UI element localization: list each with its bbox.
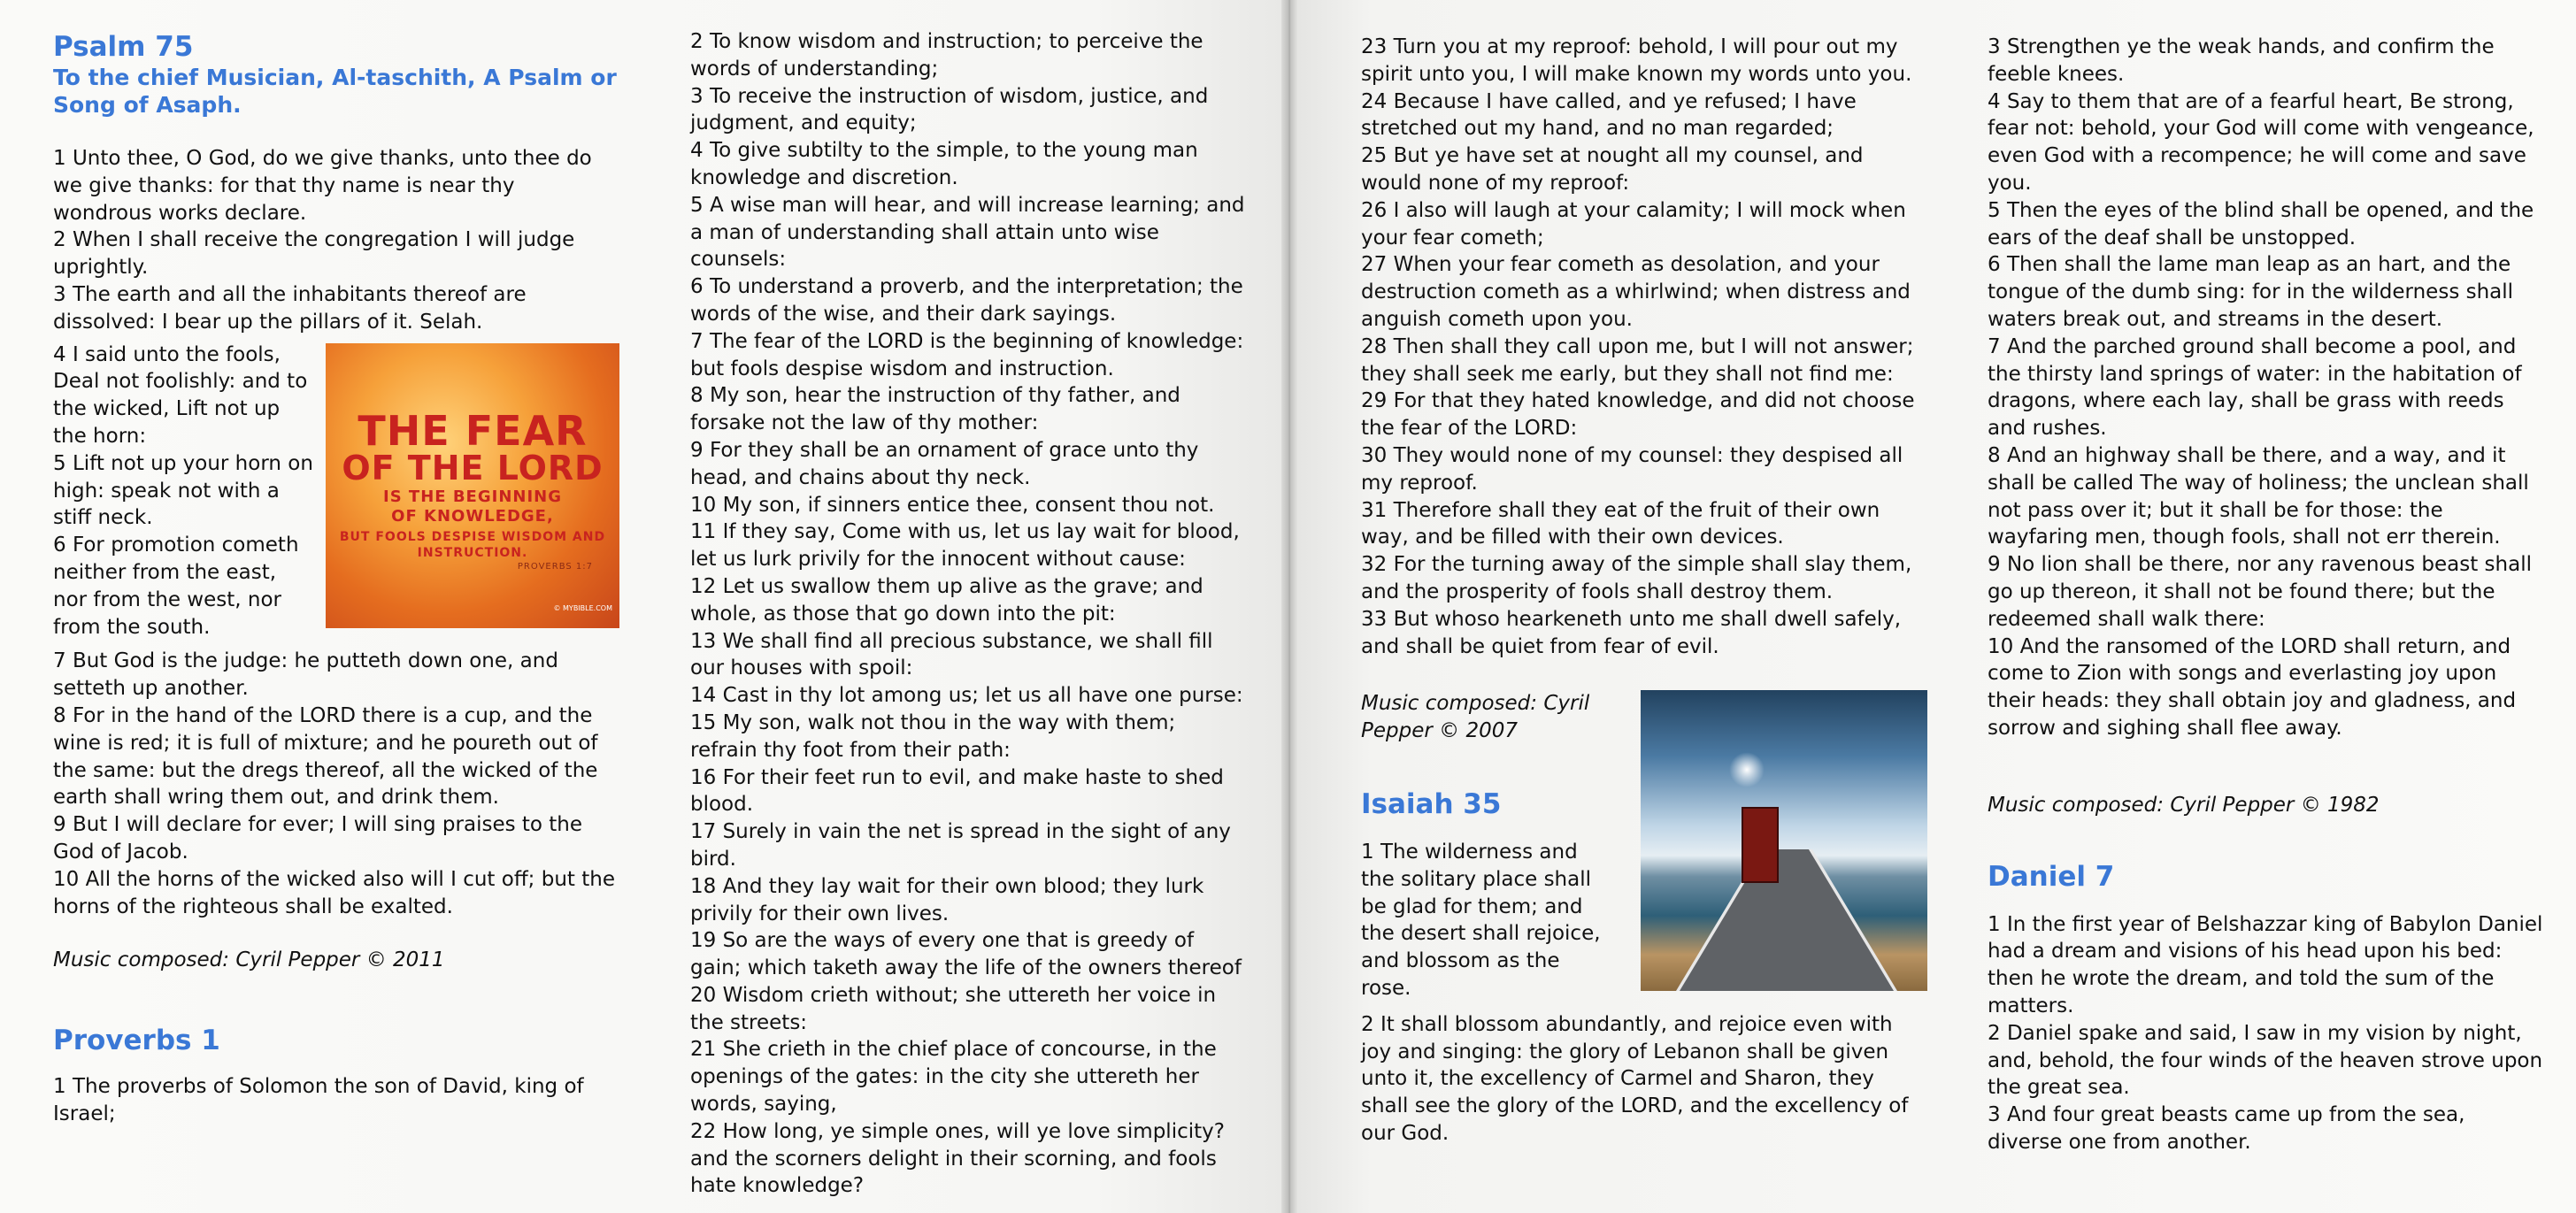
music-credit: Music composed: Cyril Pepper © 2007 [1361,692,1590,743]
verse: 13 We shall find all precious substance, we shall fill our houses with spoil: [690,629,1213,680]
column-3 [1361,34,1927,1148]
fear-of-the-lord-image [326,343,619,628]
image-text: OF KNOWLEDGE, [391,506,554,526]
verse: 2 When I shall receive the congregation I will judge uprightly. [53,228,575,280]
verse: 7 But God is the judge: he putteth down one, and setteth up another. [53,649,558,701]
verse: 1 In the first year of Belshazzar king of Babylon Daniel had a dream and visions of his head upon his bed: then he wrote the dream, and told the sum of the matters. [1988,912,2543,1017]
verse: 17 Surely in vain the net is spread in the sight of any bird. [690,820,1231,871]
music-credit: Music composed: Cyril Pepper © 2011 [53,948,445,972]
verse: 7 And the parched ground shall become a pool, and the thirsty land springs of water: in the habitation of dragons, where each lay, shall be grass with reeds and rushes. [1988,334,2522,441]
column-1 [53,30,619,1128]
verse: 15 My son, walk not thou in the way with them; refrain thy foot from their path: [690,710,1176,762]
verse: 7 The fear of the LORD is the beginning of knowledge: but fools despise wisdom and instruction. [690,329,1244,380]
verse: 23 Turn you at my reproof: behold, I will pour out my spirit unto you, I will make known my words unto you. [1361,35,1912,86]
verse: 24 Because I have called, and ye refused; I have stretched out my hand, and no man regarded; [1361,89,1857,141]
highway-image [1641,690,1927,991]
verse: 12 Let us swallow them up alive as the grave; and whole, as those that go down into the pit: [690,574,1203,626]
verse: 4 To give subtilty to the simple, to the young man knowledge and discretion. [690,139,1198,189]
verse: 9 For they shall be an ornament of grace unto thy head, and chains about thy neck. [690,438,1199,489]
verse: 20 Wisdom crieth without; she uttereth her voice in the streets: [690,983,1217,1034]
verse: 10 My son, if sinners entice thee, consent thou not. [690,493,1215,517]
image-text: THE FEAR [358,406,588,455]
verse: 18 And they lay wait for their own blood; they lurk privily for their own lives. [690,874,1204,925]
truck-graphic [1742,807,1779,883]
verse: 3 The earth and all the inhabitants thereof are dissolved: I bear up the pillars of it. Selah. [53,282,527,334]
verse: 30 They would none of my counsel: they despised all my reproof. [1361,443,1903,495]
verse: 9 But I will declare for ever; I will sing praises to the God of Jacob. [53,813,583,864]
psalm-75-subtitle: To the chief Musician, Al-taschith, A Psalm or Song of Asaph. [53,65,617,118]
verse: 6 For promotion cometh neither from the east, nor from the west, nor from the south. [53,534,299,639]
verse: 31 Therefore shall they eat of the fruit of their own way, and be filled with their own devices. [1361,498,1880,549]
verse: 29 For that they hated knowledge, and did not choose the fear of the LORD: [1361,389,1915,441]
verse: 16 For their feet run to evil, and make haste to shed blood. [690,765,1224,817]
book-gutter [1281,0,1297,1213]
verse: 6 To understand a proverb, and the interpretation; the words of the wise, and their dark sayings. [690,275,1243,326]
verse: 5 Then the eyes of the blind shall be opened, and the ears of the deaf shall be unstopped. [1988,198,2534,250]
verse: 11 If they say, Come with us, let us lay wait for blood, let us lurk privily for the innocent without cause: [690,520,1240,572]
verse: 1 The proverbs of Solomon the son of David, king of Israel; [53,1075,584,1125]
road-graphic [1676,849,1897,991]
proverbs-1-heading: Proverbs 1 [53,1025,220,1057]
verse: 9 No lion shall be there, nor any ravenous beast shall go up thereon, it shall not be found there; but the redeemed shall walk there: [1988,553,2532,631]
verse: 1 The wilderness and the solitary place shall be glad for them; and the desert shall rejoice, and blossom as the rose. [1361,840,1601,1000]
verse: 27 When your fear cometh as desolation, and your destruction cometh as a whirlwind; when distress and anguish cometh upon you. [1361,253,1911,331]
verse: 2 Daniel spake and said, I saw in my vision by night, and, behold, the four winds of the heaven strove upon the great sea. [1988,1021,2543,1100]
verse: 8 And an highway shall be there, and a way, and it shall be called The way of holiness; the unclean shall not pass over it; but it shall be for those: the wayfaring men, though fools, shall not err therein. [1988,443,2529,549]
verse: 25 But ye have set at nought all my counsel, and would none of my reproof: [1361,144,1864,195]
verse: 6 Then shall the lame man leap as an hart, and the tongue of the dumb sing: for in the wilderness shall waters break out, and streams in the desert. [1988,253,2514,331]
image-text: OF THE LORD [342,448,604,488]
image-logo: © MYBIBLE.COM [553,603,612,612]
verse: 5 A wise man will hear, and will increase learning; and a man of understanding shall attain unto wise counsels: [690,193,1245,272]
verse: 14 Cast in thy lot among us; let us all have one purse: [690,684,1243,708]
verse: 2 It shall blossom abundantly, and rejoice even with joy and singing: the glory of Lebanon shall be given unto it, the excellency of Carmel and Sharon, they shall see the glory of the LORD, and the excellency of our God. [1361,1012,1909,1145]
verse: 2 To know wisdom and instruction; to perceive the words of understanding; [690,30,1203,81]
verse: 26 I also will laugh at your calamity; I will mock when your fear cometh; [1361,198,1906,250]
verse: 3 Strengthen ye the weak hands, and confirm the feeble knees. [1988,35,2495,86]
isaiah-35-heading: Isaiah 35 [1361,787,1502,820]
column-4 [1988,34,2545,1156]
verse: 33 But whoso hearkeneth unto me shall dwell safely, and shall be quiet from fear of evil. [1361,607,1902,658]
daniel-7-heading: Daniel 7 [1988,860,2115,893]
verse: 3 To receive the instruction of wisdom, justice, and judgment, and equity; [690,84,1209,135]
verse: 3 And four great beasts came up from the sea, diverse one from another. [1988,1103,2465,1154]
psalm-75-heading: Psalm 75 [53,31,194,63]
image-reference: PROVERBS 1:7 [517,561,593,572]
verse: 22 How long, ye simple ones, will ye love simplicity? and the scorners delight in their scorning, and fools hate knowledge? [690,1119,1225,1198]
verse: 19 So are the ways of every one that is greedy of gain; which taketh away the life of the owners thereof [690,929,1242,980]
verse: 1 Unto thee, O God, do we give thanks, unto thee do we give thanks: for that thy name is near thy wondrous works declare. [53,147,592,225]
verse: 32 For the turning away of the simple shall slay them, and the prosperity of fools shall destroy them. [1361,553,1912,603]
verse: 8 For in the hand of the LORD there is a cup, and the wine is red; it is full of mixture; and he poureth out of the same: but the dregs thereof, all the wicked of the earth shall wring them out, and drink them. [53,703,598,810]
music-credit: Music composed: Cyril Pepper © 1982 [1988,793,2380,817]
verse: 4 Say to them that are of a fearful heart, Be strong, fear not: behold, your God will come with vengeance, even God with a recompence; he will come and save you. [1988,89,2534,195]
verse: 10 All the horns of the wicked also will I cut off; but the horns of the righteous shall be exalted. [53,867,615,918]
verse: 8 My son, hear the instruction of thy father, and forsake not the law of thy mother: [690,384,1180,435]
verse: 10 And the ransomed of the LORD shall return, and come to Zion with songs and everlasting joy upon their heads: they shall obtain joy and gladness, and sorrow and sighing shall flee away. [1988,634,2517,740]
verse: 4 I said unto the fools, Deal not foolishly: and to the wicked, Lift not up the horn: [53,342,308,448]
verse: 21 She crieth in the chief place of concourse, in the openings of the gates: in the city she uttereth her words, saying, [690,1038,1217,1117]
image-text: IS THE BEGINNING [383,487,562,506]
verse: 28 Then shall they call upon me, but I will not answer; they shall seek me early, but they shall not find me: [1361,334,1914,386]
verse: 5 Lift not up your horn on high: speak not with a stiff neck. [53,451,313,530]
column-2 [690,28,1248,1200]
image-text: BUT FOOLS DESPISE WISDOM AND INSTRUCTION. [339,529,606,560]
sun-glow [1729,752,1765,787]
